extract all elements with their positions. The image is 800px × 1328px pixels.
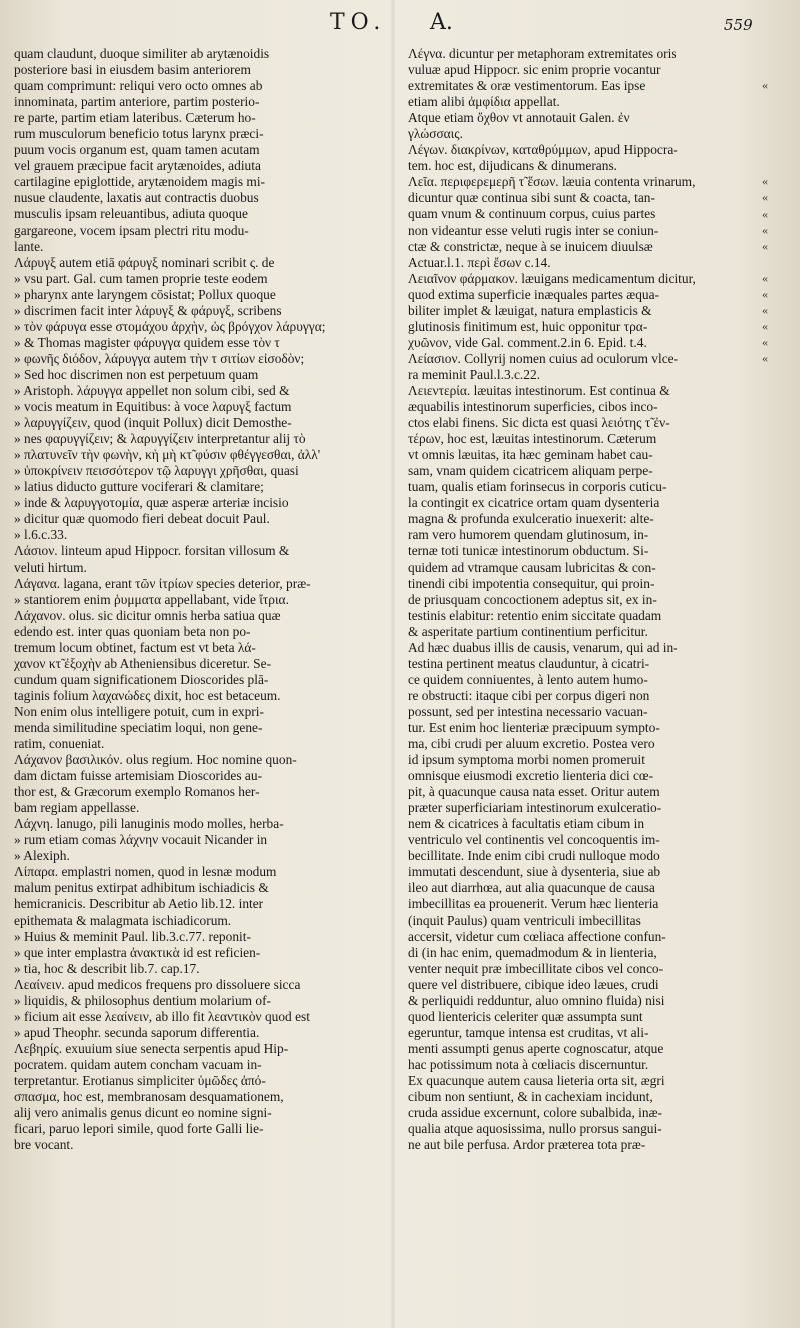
- left-column-line: » inde & λαρυγγοτομία, quæ asperæ arteriæ incisio: [14, 495, 289, 511]
- right-column-line: Λειαῖνον φάρμακον. læuigans medicamentum dicitur,: [408, 270, 696, 286]
- left-column-line: » que inter emplastra ἀνακτικὰ id est reficien-: [14, 944, 261, 960]
- header-left-title: TO.: [330, 10, 387, 35]
- left-column-line: Λάγανα. lagana, erant τῶν ἰτρίων species deterior, præ-: [14, 575, 311, 591]
- left-column-line: » dicitur quæ quomodo fieri debeat docuit Paul.: [14, 511, 270, 527]
- margin-quote-mark: «: [762, 174, 768, 189]
- left-column-line: » pharynx ante laryngem cōsistat; Pollux quoque: [14, 286, 276, 302]
- left-column-line: puum vocis organum est, quam tamen acutam: [14, 142, 260, 158]
- left-column-line: » & Thomas magister φάρυγγα quidem esse τὸν τ: [14, 334, 280, 350]
- margin-quote-mark: «: [762, 78, 768, 93]
- right-column-line: ternæ toti tunicæ intestinorum obductum. Si-: [408, 543, 649, 559]
- right-column-line: Ex quacunque autem causa lieteria orta sit, ægri: [408, 1073, 665, 1088]
- right-column-line: extremitates & oræ vestimentorum. Eas ipse: [408, 78, 646, 94]
- right-column-line: cibum non sentiunt, & in cachexiam incidunt,: [408, 1089, 653, 1105]
- left-column-line: taginis folium λαχανώδες dixit, hoc est betaceum.: [14, 687, 281, 703]
- left-column-line: veluti hirtum.: [14, 559, 87, 575]
- left-column-line: » discrimen facit inter λάρυγξ & φάρυγξ, scribens: [14, 302, 282, 318]
- margin-quote-mark: «: [762, 318, 768, 333]
- left-column-line: musculis ipsam releuantibus, adiuta quoque: [14, 206, 248, 222]
- left-column-line: thor est, & Græcorum exemplo Romanos her-: [14, 784, 260, 800]
- right-column-line: accersit, videtur cum cœliaca affectione confun-: [408, 928, 666, 944]
- left-column-line: gargareone, vocem ipsam plectri ritu modu-: [14, 222, 249, 238]
- left-column-line: Λεαίνειν. apud medicos frequens pro dissoluere sicca: [14, 976, 301, 992]
- left-column-line: Λεβηρίς. exuuium siue senecta serpentis apud Hip-: [14, 1040, 289, 1056]
- right-column-line: glutinosis finitimum est, huic opponitur τρα-: [408, 318, 648, 334]
- right-column-line: testinis elabitur: retentio enim siccitate quadam: [408, 607, 662, 623]
- left-column-line: quam claudunt, duoque similiter ab arytænoidis: [14, 46, 270, 61]
- right-column-line: præter superficiariam intestinorum exulceratio-: [408, 800, 662, 816]
- left-column-line: cundum quam significationem Dioscorides plā-: [14, 671, 269, 687]
- right-column-line: Actuar.l.1. περὶ ἔσων c.14.: [408, 254, 551, 270]
- right-column-line: & asperitate partium continentium perficitur.: [408, 623, 648, 639]
- right-column-line: non videantur esse veluti rugis inter se coniun-: [408, 222, 659, 238]
- left-column-line: Non enim olus intelligere potuit, cum in expri-: [14, 703, 264, 719]
- left-column-line: » nes φαρυγγίζειν; & λαρυγγίζειν interpretantur alij τὸ: [14, 431, 306, 447]
- left-column-line: bre vocant.: [14, 1137, 74, 1153]
- left-column-line: innominata, partim anteriore, partim posterio-: [14, 94, 260, 110]
- right-column-line: ram vero humorem quendam glutinosum, in-: [408, 527, 649, 543]
- left-column-line: » φωνῆς διόδον, λάρυγγα autem τὴν τ σιτίων εἰσοδὸν;: [14, 350, 305, 366]
- right-column-line: (inquit Paulus) quam ventriculi imbecillitas: [408, 912, 641, 928]
- right-column-line: ma, cibi crudi per aluum excretio. Postea vero: [408, 736, 655, 752]
- left-column-line: » ὑποκρίνειν πεισσότερον τῷ λαρυγγι χρῆσθαι, quasi: [14, 463, 299, 479]
- right-column-line: Atque etiam ὄχθον vt annotauit Galen. ἐν: [408, 110, 630, 126]
- right-column-line: imbecillitas ea prouenerit. Verum hæc lienteria: [408, 896, 659, 912]
- margin-quote-mark: «: [762, 350, 768, 365]
- right-column-line: immutati descendunt, siue à dysenteria, siue ab: [408, 864, 661, 880]
- left-column-line: posteriore basi in eiusdem basim anteriorem: [14, 62, 251, 78]
- margin-quote-mark: «: [762, 302, 768, 317]
- right-column-line: tinendi cibi impotentia consequitur, qui proin-: [408, 575, 655, 591]
- right-column-line: egeruntur, tamque intensa est cruditas, vt ali-: [408, 1024, 649, 1040]
- left-column-line: » tia, hoc & describit lib.7. cap.17.: [14, 960, 200, 976]
- right-column-line: magna & profunda exulceratio inuexerit: alte-: [408, 511, 654, 527]
- left-column-line: cartilagine epiglottide, arytænoidem magis mi-: [14, 174, 266, 190]
- right-column-line: χυῶνον, vide Gal. comment.2.in 6. Epid. t.4.: [408, 334, 647, 350]
- right-column-line: ne aut bile perfusa. Ardor præterea tota præ-: [408, 1137, 646, 1153]
- margin-quote-mark: «: [762, 334, 768, 349]
- left-column-line: » τὸν φάρυγα esse στομάχου ἀρχὴν, ὡς βρόγχον λάρυγγα;: [14, 318, 326, 334]
- right-column-line: tuam, qualis etiam forinsecus in corporis cuticu-: [408, 479, 667, 495]
- right-column-line: becillitate. Inde enim cibi crudi nulloque modo: [408, 848, 660, 864]
- right-column-line: ra meminit Paul.l.3.c.22.: [408, 366, 541, 382]
- right-column-line: Ad hæc duabus illis de causis, venarum, qui ad in-: [408, 639, 678, 655]
- left-column-line: alij vero animalis genus dicunt eo nomine signi-: [14, 1105, 272, 1121]
- right-column-line: etiam alibi ἀμφίδια appellat.: [408, 94, 560, 110]
- right-column-line: sam, vnam quidem cicatricem aliquam perpe-: [408, 463, 653, 479]
- right-column-line: pit, à quacunque causa nata esset. Oritur autem: [408, 784, 660, 800]
- left-column-line: » apud Theophr. secunda saporum differentia.: [14, 1024, 260, 1040]
- right-text-column: [408, 46, 758, 1153]
- left-column-line: » vocis meatum in Equitibus: à voce λαρυγξ factum: [14, 399, 292, 415]
- left-column-line: malum penitus extirpat adhibitum ischiadicis &: [14, 880, 269, 896]
- right-column-line: Λέγνα. dicuntur per metaphoram extremitates oris: [408, 46, 677, 61]
- left-column-line: re parte, partim etiam lateribus. Cæterum ho-: [14, 110, 256, 126]
- margin-quote-mark: «: [762, 270, 768, 285]
- right-column-line: omnisque eiusmodi excretio lienteria dici cœ-: [408, 768, 654, 784]
- right-column-line: æquabilis intestinorum superficies, cibos inco-: [408, 399, 658, 415]
- left-column-line: lante.: [14, 238, 44, 254]
- left-column-line: quam comprimunt: reliqui vero octo omnes ab: [14, 78, 263, 94]
- left-column-line: » rum etiam comas λάχνην vocauit Nicander in: [14, 832, 268, 848]
- right-column-line: id ipsum symptoma morbi nomen promeruit: [408, 752, 645, 768]
- right-column-line: nem & cicatrices à facultatis etiam cibum in: [408, 816, 645, 832]
- right-column-line: possunt, sed per intestina necessario vacuan-: [408, 703, 648, 719]
- left-column-line: ficari, paruo lepori simile, quod forte Galli lie-: [14, 1121, 264, 1137]
- page-number: 559: [724, 16, 753, 34]
- left-column-line: vel grauem præcipue facit arytænoides, adiuta: [14, 158, 261, 174]
- right-column-line: quidem ad vtramque causam lubricitas & con-: [408, 559, 656, 575]
- right-column-line: quod lientericis celeriter quæ assumpta sunt: [408, 1008, 643, 1024]
- right-column-line: cruda assidue excernunt, colore subalbida, inæ-: [408, 1105, 662, 1121]
- margin-quote-mark: «: [762, 286, 768, 301]
- left-column-line: » vsu part. Gal. cum tamen proprie teste eodem: [14, 270, 268, 286]
- left-column-line: » ficium ait esse λεαίνειν, ab illo fit λεαντικὸν quod est: [14, 1008, 310, 1024]
- left-column-line: » latius diducto gutture vociferari & clamitare;: [14, 479, 264, 495]
- left-column-line: χανον κτ̃ ἐξοχὴν ab Atheniensibus diceretur. Se-: [14, 655, 272, 671]
- left-column-line: Λάχανον. olus. sic dicitur omnis herba satiua quæ: [14, 607, 281, 623]
- left-text-column: [14, 46, 378, 1153]
- right-column-line: quod extima superficie inæquales partes æqua-: [408, 286, 660, 302]
- left-column-line: nusue claudente, laxatis aut contractis duobus: [14, 190, 259, 206]
- right-column-line: Λειεντερία. læuitas intestinorum. Est continua &: [408, 382, 670, 398]
- right-column-line: ctæ & constrictæ, neque à se inuicem diuulsæ: [408, 238, 653, 254]
- right-column-line: ctos elabi finens. Sic dicta est quasi λειότης τ̃ ἐν-: [408, 415, 670, 431]
- page-fold-shadow: [390, 0, 396, 1328]
- left-column-line: dam dictam fuisse artemisiam Dioscorides au-: [14, 768, 263, 784]
- right-column-line: dicuntur quæ continua sibi sunt & coacta, tan-: [408, 190, 655, 206]
- margin-quote-mark: «: [762, 190, 768, 205]
- right-column-line: hac potissimum nota à cœliacis discernuntur.: [408, 1056, 649, 1072]
- left-column-line: » liquidis, & philosophus dentium molarium of-: [14, 992, 272, 1008]
- right-column-line: Λείασιον. Collyrij nomen cuius ad oculorum vlce-: [408, 350, 679, 366]
- left-column-line: » Alexiph.: [14, 848, 70, 864]
- right-column-line: testina pertinent meatus clauduntur, à cicatri-: [408, 655, 650, 671]
- right-column-line: venter nequit præ imbecillitate cibos vel conco-: [408, 960, 664, 976]
- right-column-line: la contingit ex cicatrice ortam quam dysenteria: [408, 495, 660, 511]
- left-column-line: » Huius & meminit Paul. lib.3.c.77. reponit-: [14, 928, 251, 944]
- right-column-line: γλώσσαις.: [408, 126, 463, 142]
- left-column-line: ratim, conueniat.: [14, 736, 105, 752]
- left-column-line: Λάρυγξ autem etiā φάρυγξ nominari scribit ς. de: [14, 254, 275, 270]
- right-column-line: vt omnis læuitas, ita hæc geminam habet cau-: [408, 447, 653, 463]
- left-column-line: Λίπαρα. emplastri nomen, quod in lesnæ modum: [14, 864, 277, 880]
- left-column-line: rum musculorum beneficio totus larynx præci-: [14, 126, 264, 142]
- left-column-line: hemicranicis. Describitur ab Aetio lib.12. inter: [14, 896, 264, 912]
- right-column-line: de priusquam concoctionem adeptus sit, ex in-: [408, 591, 657, 607]
- margin-quote-mark: «: [762, 238, 768, 253]
- right-column-line: qualia atque aquosissima, nullo prorsus sangui-: [408, 1121, 662, 1137]
- left-column-line: » stantiorem enim ῥυμματα appellabant, vide ἴτρια.: [14, 591, 289, 607]
- left-column-line: » πλατυνεῖν τὴν φωνὴν, κὴ μὴ κτ̃ φύσιν φθέγγεσθαι, ἀλλ': [14, 447, 321, 463]
- right-column-line: Λέγων. διακρίνων, καταθρύμμων, apud Hippocra-: [408, 142, 678, 158]
- right-column-line: τέρων, hoc est, læuitas intestinorum. Cæterum: [408, 431, 657, 447]
- right-column-line: menti assumpti genus aperte cognoscatur, atque: [408, 1040, 664, 1056]
- left-column-line: tremum locum obtinet, factum est vt beta λά-: [14, 639, 256, 655]
- left-column-line: » Sed hoc discrimen non est perpetuum quam: [14, 366, 259, 382]
- right-column-line: ventriculo vel continentis vel concoquentis im-: [408, 832, 660, 848]
- right-column-line: Λεῖα. περιφερεμερῆ τ̃ ἔσων. læuia contenta vrinarum,: [408, 174, 696, 190]
- running-header: [0, 8, 800, 48]
- left-column-line: terpretantur. Erotianus simpliciter ὑμῶδες ἀπό-: [14, 1073, 266, 1088]
- left-column-line: σπασμα, hoc est, membranosam desquamationem,: [14, 1089, 284, 1105]
- right-column-line: re obstructi: itaque cibi per corpus digeri non: [408, 687, 650, 703]
- left-column-line: bam regiam appellasse.: [14, 800, 140, 816]
- left-column-line: edendo est. inter quas quoniam beta non po-: [14, 623, 251, 639]
- left-column-line: menda similitudine speciatim loqui, non gene-: [14, 719, 263, 735]
- right-column-line: & perliquidi redduntur, aluo omnino fluida) nisi: [408, 992, 665, 1008]
- left-column-line: Λάχανον βασιλικόν. olus regium. Hoc nomine quon-: [14, 752, 297, 768]
- left-column-line: » Aristoph. λάρυγγα appellet non solum cibi, sed &: [14, 382, 290, 398]
- right-column-line: quere vel distribuere, cibique ideo læues, crudi: [408, 976, 659, 992]
- right-column-line: biliter implet & læuigat, natura emplasticis &: [408, 302, 652, 318]
- right-column-line: tur. Est enim hoc lienteriæ præcipuum sympto-: [408, 719, 660, 735]
- right-column-line: tem. hoc est, dijudicans & dinumerans.: [408, 158, 617, 174]
- left-column-line: » λαρυγγίζειν, quod (inquit Pollux) dicit Demosthe-: [14, 415, 292, 431]
- margin-quote-mark: «: [762, 222, 768, 237]
- margin-quote-mark: «: [762, 206, 768, 221]
- left-column-line: Λάσιον. linteum apud Hippocr. forsitan villosum &: [14, 543, 290, 559]
- right-column-line: di (in hac enim, quemadmodum & in lienteria,: [408, 944, 657, 960]
- left-column-line: pocratem. quidam autem concham vacuam in-: [14, 1056, 262, 1072]
- left-column-line: Λάχνη. lanugo, pili lanuginis modo molles, herba-: [14, 816, 284, 832]
- right-column-line: vuluæ apud Hippocr. sic enim proprie vocantur: [408, 62, 661, 78]
- header-right-title: A.: [430, 10, 453, 35]
- right-column-line: quam vnum & continuum corpus, cuius partes: [408, 206, 656, 222]
- left-column-line: epithemata & malagmata ischiadicorum.: [14, 912, 232, 928]
- left-column-line: » l.6.c.33.: [14, 527, 68, 543]
- right-column-line: ce quidem conniuentes, à lento autem humo-: [408, 671, 648, 687]
- right-column-line: ileo aut diarrhœa, aut alia quacunque de causa: [408, 880, 655, 896]
